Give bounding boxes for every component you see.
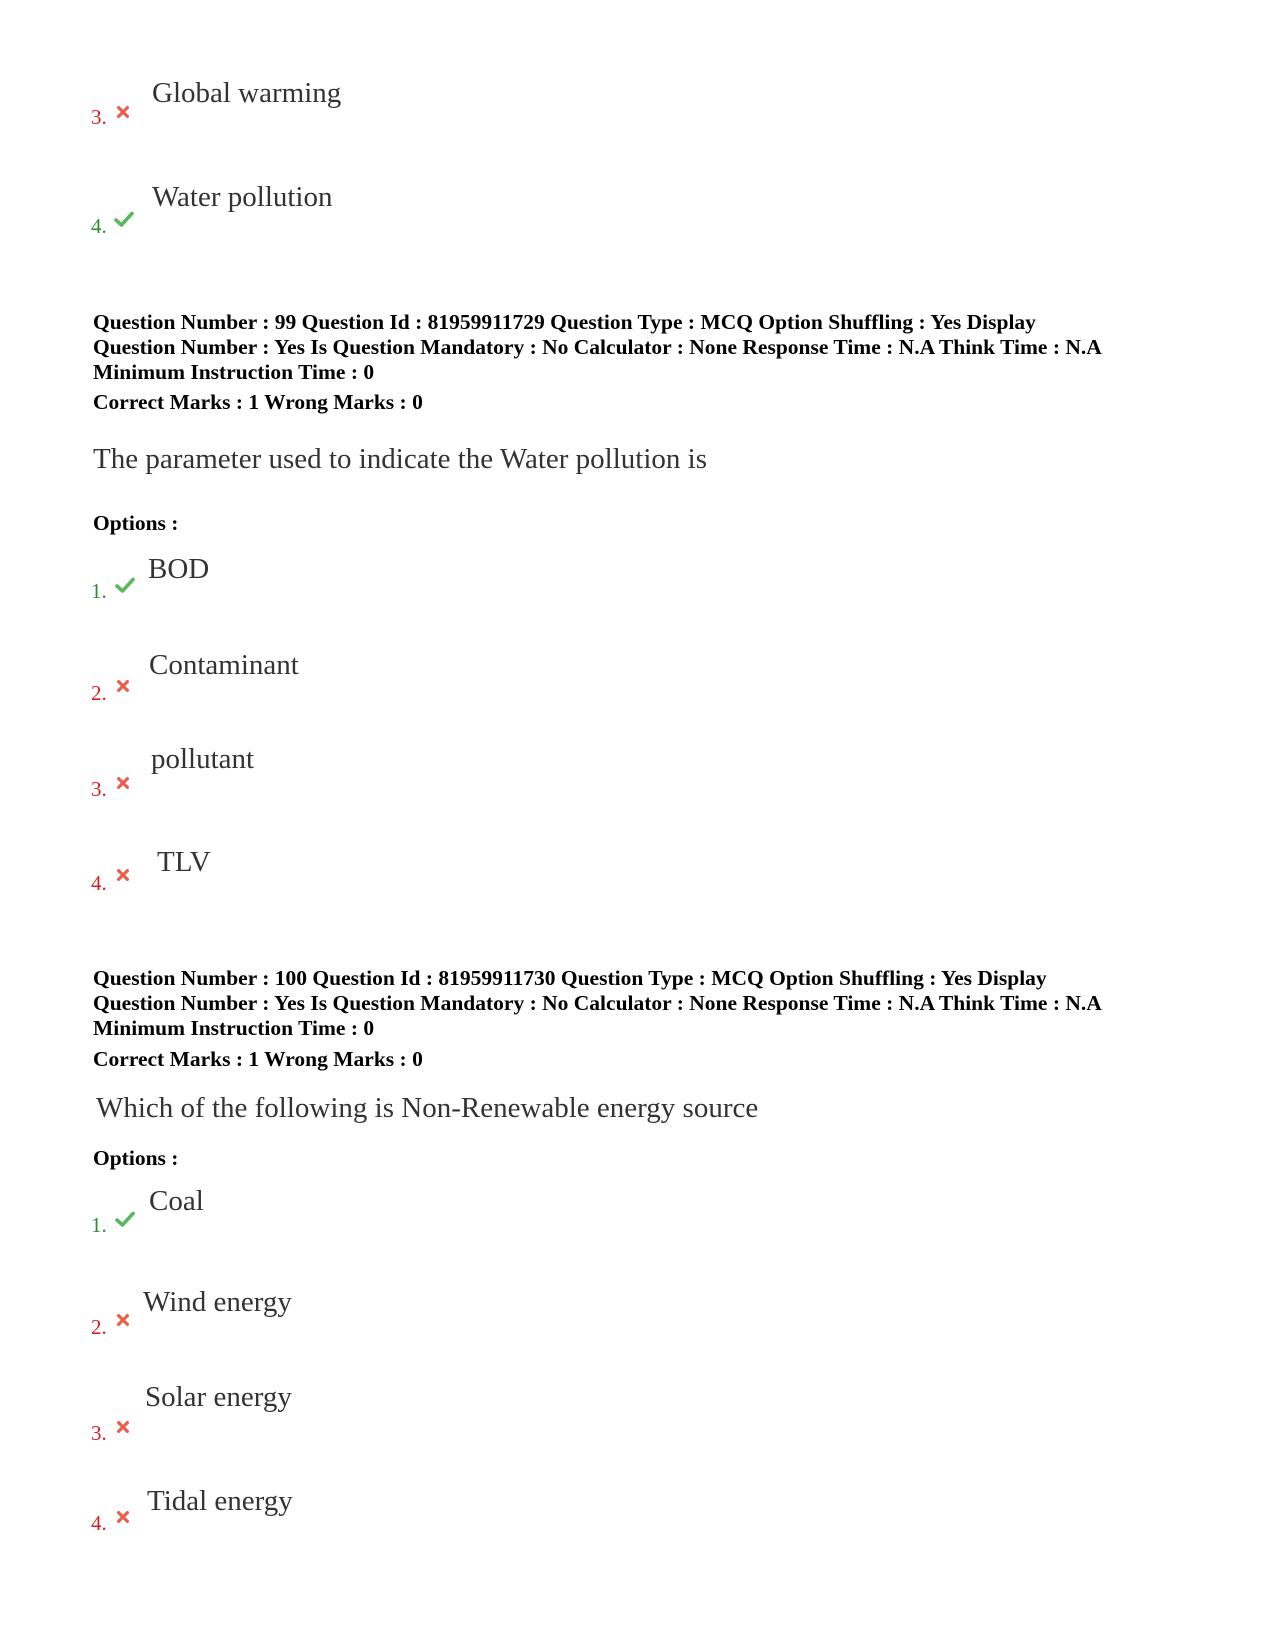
question-meta — [93, 966, 1213, 1041]
question-text: The parameter used to indicate the Water pollution is — [93, 443, 707, 475]
cross-icon — [115, 104, 131, 120]
option-number: 4. — [91, 871, 107, 895]
check-icon — [115, 575, 135, 595]
option-text: Tidal energy — [147, 1485, 293, 1517]
option-number: 4. — [91, 1511, 107, 1535]
cross-icon — [115, 1509, 131, 1525]
option-number: 2. — [91, 681, 107, 705]
question-marks: Correct Marks : 1 Wrong Marks : 0 — [93, 390, 423, 414]
option-text: Coal — [149, 1185, 204, 1217]
cross-icon — [115, 678, 131, 694]
cross-icon — [115, 1419, 131, 1435]
option-number: 1. — [91, 579, 107, 603]
option-text: TLV — [157, 846, 211, 878]
option-text: Water pollution — [152, 181, 333, 213]
option-number: 4. — [91, 214, 107, 238]
meta-line: Question Number : 99 Question Id : 81959911729 Question Type : MCQ Option Shuffling : Yes Display — [93, 310, 1036, 334]
option-text: Global warming — [152, 77, 342, 109]
meta-line: Question Number : Yes Is Question Mandatory : No Calculator : None Response Time : N.A Think Time : N.A — [93, 991, 1102, 1015]
cross-icon — [115, 775, 131, 791]
question-marks: Correct Marks : 1 Wrong Marks : 0 — [93, 1047, 423, 1071]
option-number: 3. — [91, 105, 107, 129]
option-text: Contaminant — [149, 649, 299, 681]
cross-icon — [115, 1312, 131, 1328]
meta-line: Minimum Instruction Time : 0 — [93, 360, 375, 384]
option-text: Solar energy — [145, 1381, 292, 1413]
option-number: 1. — [91, 1213, 107, 1237]
meta-line: Question Number : Yes Is Question Mandatory : No Calculator : None Response Time : N.A Think Time : N.A — [93, 335, 1102, 359]
question-text: Which of the following is Non-Renewable energy source — [96, 1092, 759, 1124]
options-label: Options : — [93, 1146, 179, 1170]
option-text: BOD — [148, 553, 210, 585]
option-text: pollutant — [151, 743, 255, 775]
question-meta — [93, 310, 1213, 385]
option-number: 3. — [91, 777, 107, 801]
meta-line: Question Number : 100 Question Id : 81959911730 Question Type : MCQ Option Shuffling : Yes Display — [93, 966, 1047, 990]
check-icon — [114, 209, 134, 229]
meta-line: Minimum Instruction Time : 0 — [93, 1016, 375, 1040]
option-number: 2. — [91, 1315, 107, 1339]
check-icon — [115, 1209, 135, 1229]
options-label: Options : — [93, 511, 179, 535]
option-number: 3. — [91, 1421, 107, 1445]
option-text: Wind energy — [143, 1286, 292, 1318]
cross-icon — [115, 867, 131, 883]
